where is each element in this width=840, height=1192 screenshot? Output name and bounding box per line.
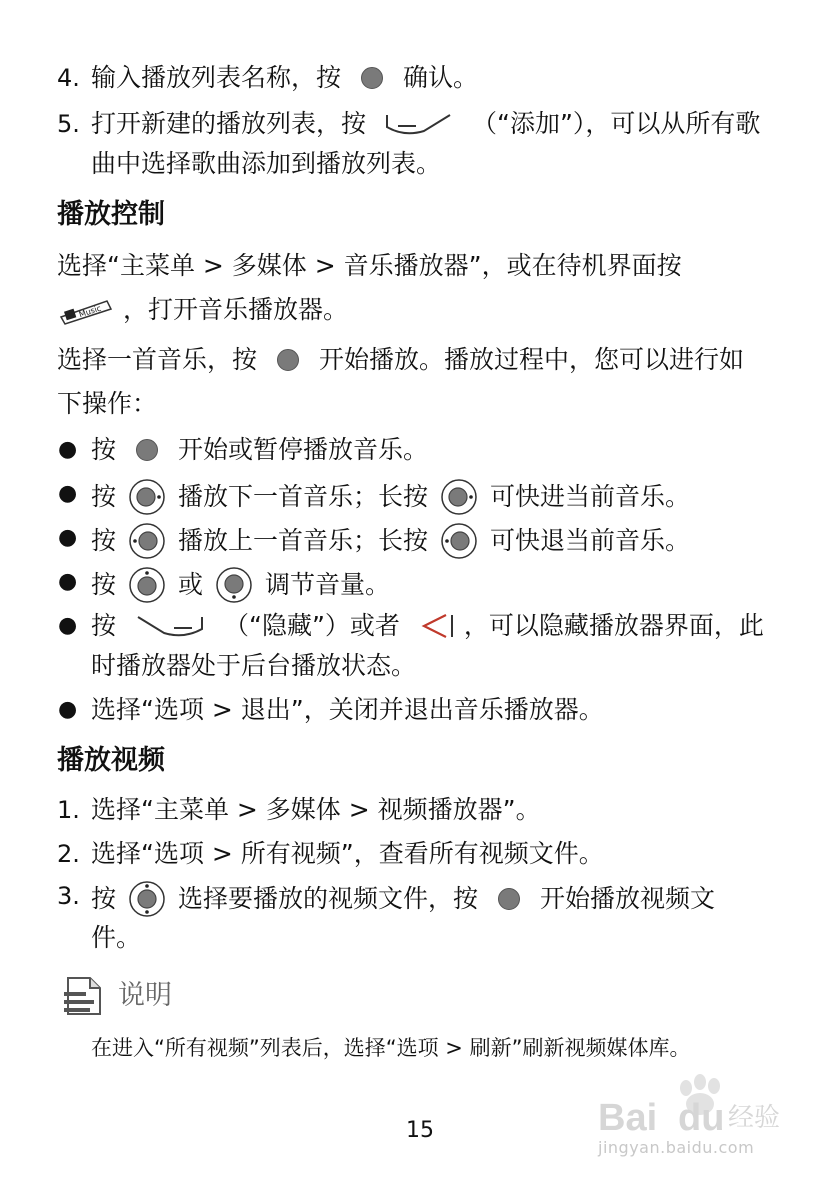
bullet-exit xyxy=(91,694,790,726)
nav-right-key-icon xyxy=(128,478,166,516)
step-4 xyxy=(91,62,790,94)
section-heading-playback-control: 播放控制 xyxy=(57,199,165,230)
right-softkey-icon xyxy=(134,611,206,641)
paragraph-open-player-line2 xyxy=(57,294,790,326)
bullet-text: ，可以隐藏播放器界面，此 xyxy=(463,611,764,640)
bullet-marker: ● xyxy=(58,697,78,722)
music-key-icon xyxy=(57,295,115,325)
bullet-text: 选择“选项 > 退出”，关闭并退出音乐播放器。 xyxy=(91,695,604,724)
bullet-text: （“隐藏”）或者 xyxy=(224,611,400,640)
ok-key-icon xyxy=(498,888,520,910)
bullet-text: 播放下一首音乐；长按 xyxy=(178,482,429,511)
back-key-icon xyxy=(418,611,458,641)
nav-left-key-icon xyxy=(128,522,166,560)
left-softkey-icon xyxy=(384,109,454,139)
step-number: 3. xyxy=(57,882,80,910)
step-text: 选择“主菜单 > 多媒体 > 视频播放器”。 xyxy=(91,795,541,824)
paragraph-open-player xyxy=(57,250,790,282)
bullet-text: 可快退当前音乐。 xyxy=(490,526,691,555)
nav-up-key-icon xyxy=(128,566,166,604)
bullet-hide-player-continuation xyxy=(91,650,790,682)
video-step-3 xyxy=(91,880,790,918)
paragraph-text: 开始播放。播放过程中，您可以进行如 xyxy=(319,345,745,374)
ok-key-icon xyxy=(136,439,158,461)
baidu-watermark-logo xyxy=(594,1068,794,1178)
step-text: 按 xyxy=(91,884,117,913)
step-number: 5. xyxy=(57,110,80,138)
step-text: 选择要播放的视频文件，按 xyxy=(178,884,479,913)
bullet-marker: ● xyxy=(58,481,78,506)
step-text: （“添加”），可以从所有歌 xyxy=(472,109,761,138)
paragraph-text: 下操作： xyxy=(57,389,158,418)
video-step-2 xyxy=(91,838,790,870)
video-step-1 xyxy=(91,794,790,826)
nav-right-key-icon xyxy=(440,478,478,516)
step-5-continuation xyxy=(91,148,790,180)
step-text: 打开新建的播放列表，按 xyxy=(91,109,367,138)
watermark-brand2: du xyxy=(678,1097,725,1139)
ok-key-icon xyxy=(361,67,383,89)
step-5 xyxy=(91,108,790,140)
step-text: 确认。 xyxy=(403,63,479,92)
section-heading-play-video: 播放视频 xyxy=(57,745,165,776)
note-title: 说明 xyxy=(118,980,172,1011)
bullet-text: 可快进当前音乐。 xyxy=(490,482,691,511)
video-step-3-continuation xyxy=(91,922,790,954)
note-document-icon xyxy=(62,974,106,1018)
watermark-product: 经验 xyxy=(728,1103,781,1133)
step-number: 2. xyxy=(57,840,80,868)
bullet-text: 按 xyxy=(91,611,117,640)
bullet-volume xyxy=(91,566,790,604)
step-number: 4. xyxy=(57,64,80,92)
bullet-play-pause xyxy=(91,434,790,466)
nav-down-key-icon xyxy=(215,566,253,604)
paragraph-start-play xyxy=(57,344,790,376)
bullet-text: 调节音量。 xyxy=(265,570,391,599)
bullet-marker: ● xyxy=(58,437,78,462)
step-text: 曲中选择歌曲添加到播放列表。 xyxy=(91,149,442,178)
ok-key-icon xyxy=(277,349,299,371)
bullet-marker: ● xyxy=(58,525,78,550)
music-key-label: Music xyxy=(77,303,103,320)
bullet-hide-player xyxy=(91,610,790,642)
page-number: 15 xyxy=(406,1118,434,1143)
step-text: 选择“选项 > 所有视频”，查看所有视频文件。 xyxy=(91,839,604,868)
bullet-next-track xyxy=(91,478,790,516)
step-number: 1. xyxy=(57,796,80,824)
bullet-text: 或 xyxy=(178,570,204,599)
nav-left-key-icon xyxy=(440,522,478,560)
paragraph-start-play-line2 xyxy=(57,388,790,420)
note-text: 在进入“所有视频”列表后，选择“选项 > 刷新”刷新视频媒体库。 xyxy=(91,1036,691,1060)
bullet-text: 按 xyxy=(91,570,117,599)
bullet-text: 按 xyxy=(91,435,117,464)
nav-updown-key-icon xyxy=(128,880,166,918)
step-text: 输入播放列表名称，按 xyxy=(91,63,342,92)
paragraph-text: 选择一首音乐，按 xyxy=(57,345,258,374)
watermark-brand: Bai xyxy=(598,1097,658,1139)
step-text: 开始播放视频文 xyxy=(540,884,716,913)
watermark-url: jingyan.baidu.com xyxy=(598,1138,755,1157)
bullet-text: 播放上一首音乐；长按 xyxy=(178,526,429,555)
bullet-text: 开始或暂停播放音乐。 xyxy=(178,435,429,464)
bullet-text: 时播放器处于后台播放状态。 xyxy=(91,651,417,680)
bullet-previous-track xyxy=(91,522,790,560)
bullet-marker: ● xyxy=(58,569,78,594)
bullet-text: 按 xyxy=(91,526,117,555)
paragraph-text: 选择“主菜单 > 多媒体 > 音乐播放器”，或在待机界面按 xyxy=(57,251,682,280)
bullet-text: 按 xyxy=(91,482,117,511)
bullet-marker: ● xyxy=(58,613,78,638)
paragraph-text: ，打开音乐播放器。 xyxy=(123,295,349,324)
step-text: 件。 xyxy=(91,923,142,952)
